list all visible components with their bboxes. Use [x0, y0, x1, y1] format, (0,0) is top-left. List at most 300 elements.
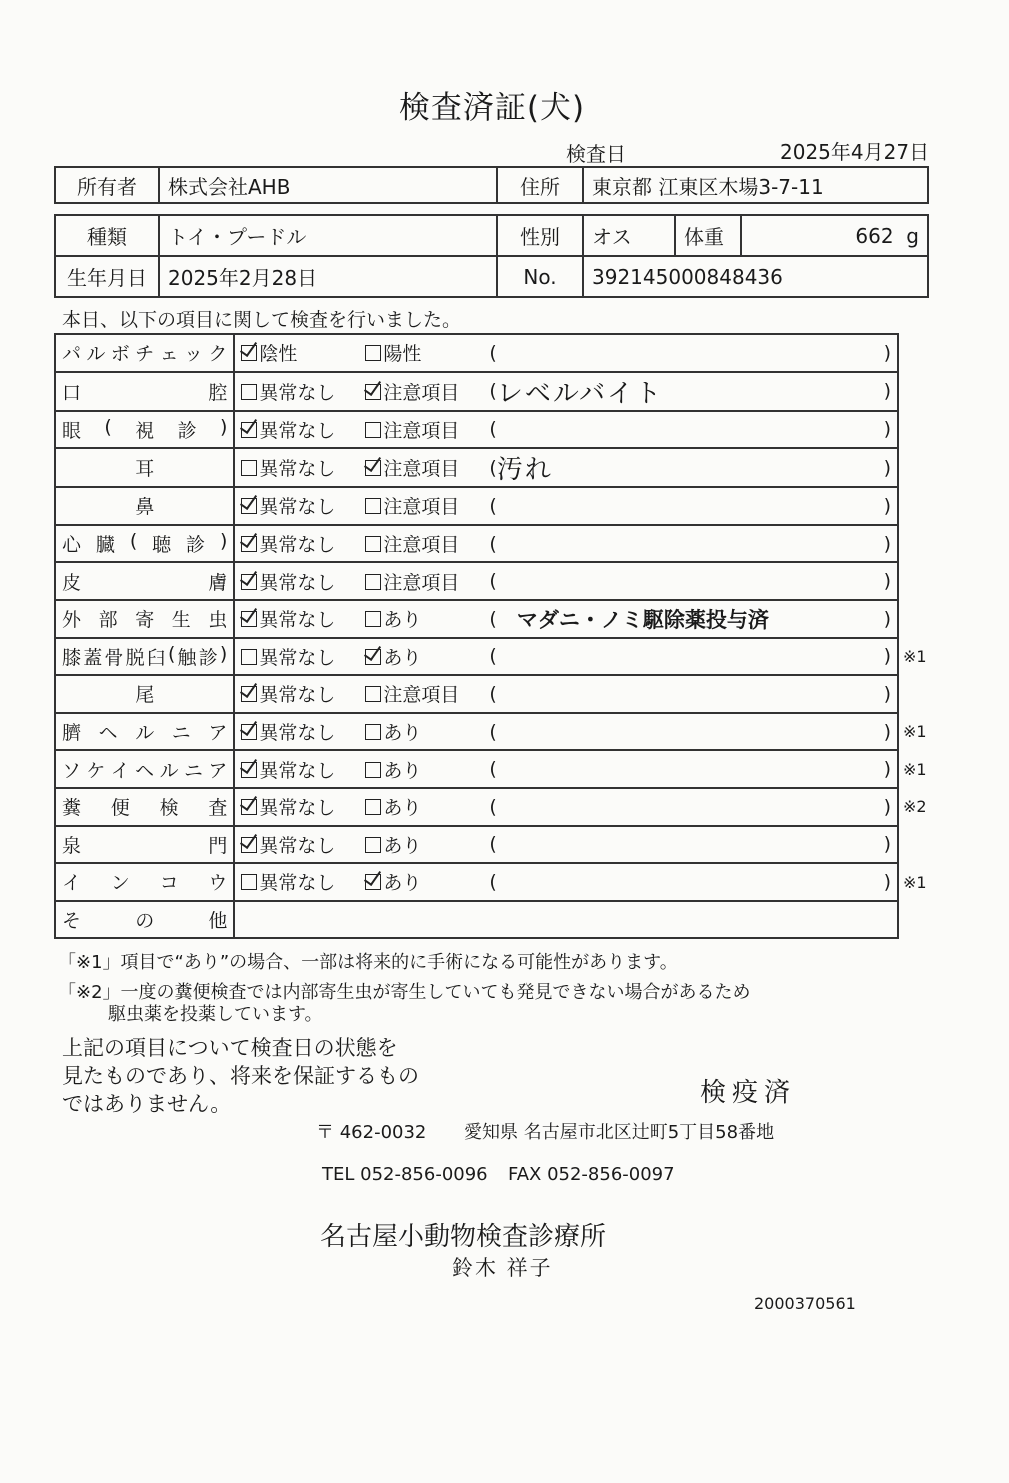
type-label: 種類	[55, 215, 159, 256]
option-label: あり	[383, 759, 422, 782]
close-paren: )	[883, 833, 891, 856]
option-finding[interactable]	[365, 492, 489, 519]
item-char: 検	[159, 797, 179, 820]
item-char: パ	[62, 343, 82, 366]
option-normal[interactable]	[241, 643, 365, 670]
option-finding[interactable]	[365, 416, 489, 443]
option-normal[interactable]	[241, 530, 365, 557]
option-label: 陽性	[383, 343, 422, 366]
option-label: 注意項目	[383, 571, 460, 594]
owner-table	[54, 166, 929, 204]
inspection-item-label	[62, 718, 227, 745]
close-paren: )	[883, 607, 891, 630]
option-normal[interactable]	[241, 793, 365, 820]
close-paren: )	[883, 494, 891, 517]
clinic-tel: TEL 052-856-0096	[322, 1164, 488, 1185]
option-finding[interactable]	[365, 831, 489, 858]
close-paren: )	[883, 418, 891, 441]
weight-label: 体重	[675, 215, 741, 256]
option-finding[interactable]	[365, 339, 489, 366]
option-label: 注意項目	[383, 684, 460, 707]
item-char: ヘ	[98, 722, 118, 745]
address-label: 住所	[497, 167, 583, 203]
item-char: 虫	[208, 609, 228, 632]
intro-text: 本日、以下の項目に関して検査を行いました。	[62, 309, 462, 331]
checked-box-icon[interactable]	[241, 536, 257, 552]
checked-box-icon[interactable]	[241, 799, 257, 815]
checked-box-icon[interactable]	[365, 649, 381, 665]
checkbox-icon[interactable]	[365, 536, 381, 552]
item-char: ソ	[62, 759, 82, 782]
item-char: ク	[208, 343, 228, 366]
inspection-item-label	[62, 793, 227, 820]
inspection-row	[55, 487, 898, 525]
option-label: 異常なし	[259, 646, 336, 669]
dob-value: 2025年2月28日	[159, 256, 497, 297]
option-label: あり	[383, 646, 422, 669]
option-normal[interactable]	[241, 339, 365, 366]
item-char: 査	[208, 797, 228, 820]
remarks-field	[489, 533, 891, 555]
footnote-1: 「※1」項目で“あり”の場合、一部は将来的に手術になる可能性があります。	[58, 952, 678, 973]
item-char: コ	[159, 872, 179, 895]
inspection-item-label	[62, 756, 227, 783]
inspection-item	[55, 334, 234, 372]
option-label: 注意項目	[383, 534, 460, 557]
option-label: 異常なし	[259, 872, 336, 895]
option-normal[interactable]	[241, 605, 365, 632]
remarks-field	[489, 604, 891, 634]
checkbox-icon[interactable]	[365, 422, 381, 438]
inspection-row	[55, 372, 898, 411]
footnote-2-line-1: 「※2」一度の糞便検査では内部寄生虫が寄生していても発見できない場合があるため	[58, 982, 751, 1003]
remarks-field	[489, 833, 891, 855]
inspection-row	[55, 713, 898, 751]
inspection-result	[234, 372, 898, 411]
item-char: 便	[110, 797, 130, 820]
inspection-item-label	[62, 416, 227, 443]
address-value: 東京都 江東区木場3-7-11	[583, 167, 928, 203]
item-char: 口	[62, 381, 82, 404]
item-char: の	[135, 910, 155, 933]
checked-box-icon[interactable]	[241, 345, 257, 361]
inspection-result	[234, 863, 898, 901]
checked-box-icon[interactable]	[241, 762, 257, 778]
option-label: 異常なし	[259, 381, 336, 404]
checkbox-icon[interactable]	[365, 724, 381, 740]
close-paren: )	[883, 870, 891, 893]
inspection-item-label	[62, 378, 227, 405]
inspection-row	[55, 863, 898, 901]
close-paren: )	[883, 758, 891, 781]
sex-value: オス	[583, 215, 675, 256]
close-paren: )	[883, 456, 891, 479]
inspection-row	[55, 600, 898, 638]
item-char: 膚	[208, 571, 228, 594]
inspection-result	[234, 411, 898, 449]
inspection-result	[234, 487, 898, 525]
option-finding[interactable]	[365, 793, 489, 820]
option-finding[interactable]	[365, 568, 489, 595]
item-char: ル	[159, 759, 179, 782]
inspection-result	[234, 750, 898, 788]
inspection-item	[55, 600, 234, 638]
inspection-row	[55, 448, 898, 487]
option-label: あり	[383, 797, 422, 820]
item-char: ヘ	[135, 759, 155, 782]
footnote-mark: ※1	[903, 759, 927, 779]
item-char: ア	[208, 722, 228, 745]
inspection-row	[55, 826, 898, 864]
item-char: ウ	[208, 872, 228, 895]
item-char: イ	[110, 759, 130, 782]
close-paren: )	[883, 380, 891, 403]
open-paren: (	[489, 645, 497, 668]
checked-box-icon[interactable]	[241, 611, 257, 627]
inspection-result	[234, 448, 898, 487]
remarks-field	[489, 342, 891, 364]
item-char: (	[129, 530, 138, 553]
inspection-row	[55, 638, 898, 676]
open-paren: (	[489, 570, 497, 593]
option-label: 異常なし	[259, 419, 336, 442]
open-paren: (	[489, 456, 497, 479]
option-normal[interactable]	[241, 492, 365, 519]
inspection-result	[234, 600, 898, 638]
inspection-row	[55, 788, 898, 826]
document-title: 検査済証(犬)	[398, 90, 586, 126]
open-paren: (	[489, 532, 497, 555]
clinic-fax: FAX 052-856-0097	[508, 1164, 675, 1185]
inspection-row	[55, 411, 898, 449]
option-label: あり	[383, 834, 422, 857]
option-finding[interactable]	[365, 756, 489, 783]
item-char: 蓋	[83, 646, 103, 669]
item-char: ニ	[183, 759, 203, 782]
item-char: 診	[198, 646, 218, 669]
remarks-field	[489, 796, 891, 818]
option-normal[interactable]	[241, 831, 365, 858]
option-label: あり	[383, 722, 422, 745]
option-label: 注意項目	[383, 419, 460, 442]
checked-box-icon[interactable]	[241, 724, 257, 740]
item-char: )	[219, 415, 228, 438]
option-finding[interactable]	[365, 530, 489, 557]
open-paren: (	[489, 607, 497, 630]
inspection-item-label	[62, 530, 227, 557]
inspection-row	[55, 334, 898, 372]
item-char: ッ	[183, 343, 203, 366]
inspection-item	[55, 675, 234, 713]
serial-number: 2000370561	[754, 1294, 856, 1313]
option-finding[interactable]	[365, 718, 489, 745]
inspection-item-label: 尾	[135, 684, 155, 707]
inspection-item	[55, 372, 234, 411]
item-char: ル	[86, 343, 106, 366]
footnote-2-line-2: 駆虫薬を投薬しています。	[108, 1004, 323, 1025]
inspection-item	[55, 713, 234, 751]
sex-label: 性別	[497, 215, 583, 256]
item-char: 眼	[62, 419, 82, 442]
animal-table	[54, 214, 929, 298]
inspection-item	[55, 826, 234, 864]
item-char: ル	[135, 722, 155, 745]
remarks-field	[489, 449, 891, 486]
checkbox-icon[interactable]	[241, 874, 257, 890]
statement-line-1: 上記の項目について検査日の状態を	[62, 1036, 398, 1060]
option-normal[interactable]	[241, 454, 365, 481]
clinic-address: 愛知県 名古屋市北区辻町5丁目58番地	[464, 1122, 775, 1143]
statement-line-3: ではありません。	[62, 1092, 232, 1116]
remarks-field	[489, 495, 891, 517]
checked-box-icon[interactable]	[365, 460, 381, 476]
item-char: 皮	[62, 571, 82, 594]
item-char: ニ	[171, 722, 191, 745]
inspection-item-label	[62, 868, 227, 895]
item-char: 膝	[62, 646, 82, 669]
open-paren: (	[489, 341, 497, 364]
checkbox-icon[interactable]	[365, 574, 381, 590]
inspection-result	[234, 638, 898, 676]
item-char: 骨	[104, 646, 124, 669]
owner-label: 所有者	[55, 167, 159, 203]
option-normal[interactable]	[241, 868, 365, 895]
inspector-name: 鈴木 祥子	[452, 1256, 553, 1280]
item-char: (	[167, 642, 176, 665]
item-char: )	[219, 642, 228, 665]
checkbox-icon[interactable]	[365, 799, 381, 815]
option-label: 注意項目	[383, 381, 460, 404]
checked-box-icon[interactable]	[241, 686, 257, 702]
option-normal[interactable]	[241, 416, 365, 443]
item-char: 腔	[208, 381, 228, 404]
no-label: No.	[497, 256, 583, 297]
inspection-item	[55, 638, 234, 676]
remarks-field	[489, 418, 891, 440]
quarantine-seal: 検疫済	[700, 1078, 797, 1108]
inspection-item	[55, 863, 234, 901]
option-finding[interactable]	[365, 643, 489, 670]
inspection-item-label	[62, 643, 227, 670]
item-char: 生	[171, 609, 191, 632]
option-label: 異常なし	[259, 722, 336, 745]
open-paren: (	[489, 833, 497, 856]
checkbox-icon[interactable]	[241, 649, 257, 665]
checked-box-icon[interactable]	[365, 874, 381, 890]
weight-value	[741, 215, 928, 256]
item-char: (	[104, 415, 112, 438]
footnote-mark: ※1	[903, 872, 927, 892]
item-char: 部	[98, 609, 118, 632]
item-char: 聴	[152, 534, 172, 557]
item-char: 門	[208, 834, 228, 857]
checked-box-icon[interactable]	[241, 837, 257, 853]
option-label: 注意項目	[383, 496, 460, 519]
option-label: 異常なし	[259, 759, 336, 782]
checkbox-icon[interactable]	[241, 460, 257, 476]
option-label: あり	[383, 609, 422, 632]
open-paren: (	[489, 720, 497, 743]
inspection-item	[55, 525, 234, 563]
inspection-item	[55, 448, 234, 487]
close-paren: )	[883, 532, 891, 555]
option-normal[interactable]	[241, 718, 365, 745]
item-char: 診	[177, 419, 197, 442]
item-char: ボ	[110, 343, 130, 366]
option-label: 異常なし	[259, 458, 336, 481]
inspection-row	[55, 675, 898, 713]
open-paren: (	[489, 494, 497, 517]
remarks-text: マダニ・ノミ駆除薬投与済	[516, 607, 769, 632]
checkbox-icon[interactable]	[365, 762, 381, 778]
remarks-field	[489, 721, 891, 743]
inspection-item-label	[62, 831, 227, 858]
item-char: 触	[177, 646, 197, 669]
option-normal[interactable]	[241, 378, 365, 405]
inspection-item-label	[62, 605, 227, 632]
close-paren: )	[883, 341, 891, 364]
inspection-table	[54, 333, 899, 939]
option-finding[interactable]	[365, 454, 489, 481]
item-char: )	[219, 530, 228, 553]
other-remarks	[234, 901, 898, 939]
checkbox-icon[interactable]	[365, 611, 381, 627]
option-label: 異常なし	[259, 834, 336, 857]
item-char: 外	[62, 609, 82, 632]
option-label: 異常なし	[259, 534, 336, 557]
remarks-field	[489, 645, 891, 667]
inspection-item-label	[62, 339, 227, 366]
exam-date-label: 検査日	[566, 142, 626, 166]
option-label: 異常なし	[259, 496, 336, 519]
inspection-item	[55, 487, 234, 525]
inspection-item-label: 耳	[135, 458, 155, 481]
inspection-row	[55, 750, 898, 788]
item-char: 脱	[125, 646, 145, 669]
checkbox-icon[interactable]	[365, 498, 381, 514]
item-char: ケ	[86, 759, 106, 782]
inspection-item	[55, 562, 234, 600]
inspection-result	[234, 525, 898, 563]
option-label: 陰性	[259, 343, 298, 366]
close-paren: )	[883, 795, 891, 818]
remarks-text: 汚れ	[496, 455, 553, 486]
item-char: 他	[208, 910, 228, 933]
item-char: 泉	[62, 834, 82, 857]
owner-value: 株式会社AHB	[159, 167, 497, 203]
option-normal[interactable]	[241, 568, 365, 595]
inspection-item	[55, 750, 234, 788]
open-paren: (	[489, 418, 497, 441]
checkbox-icon[interactable]	[365, 837, 381, 853]
item-char: 臼	[146, 646, 166, 669]
open-paren: (	[489, 682, 497, 705]
postal-code: 〒 462-0032	[316, 1122, 427, 1143]
remarks-field	[489, 570, 891, 592]
option-label: 異常なし	[259, 684, 336, 707]
inspection-result	[234, 713, 898, 751]
inspection-row-other	[55, 901, 898, 939]
option-normal[interactable]	[241, 756, 365, 783]
item-char: 臍	[62, 722, 82, 745]
checkbox-icon[interactable]	[365, 345, 381, 361]
item-char: ア	[208, 759, 228, 782]
close-paren: )	[883, 720, 891, 743]
option-label: 異常なし	[259, 571, 336, 594]
weight-unit: g	[906, 223, 919, 248]
other-label	[62, 906, 227, 933]
exam-date-value: 2025年4月27日	[780, 140, 930, 164]
close-paren: )	[883, 645, 891, 668]
option-label: 異常なし	[259, 609, 336, 632]
item-char: 心	[62, 534, 82, 557]
option-label: あり	[383, 872, 422, 895]
type-value: トイ・プードル	[159, 215, 497, 256]
option-finding[interactable]	[365, 378, 489, 405]
option-label: 異常なし	[259, 797, 336, 820]
inspection-result	[234, 334, 898, 372]
inspection-item-label	[62, 568, 227, 595]
close-paren: )	[883, 682, 891, 705]
item-char: 診	[186, 534, 206, 557]
inspection-result	[234, 788, 898, 826]
dob-label: 生年月日	[55, 256, 159, 297]
inspection-item-label: 鼻	[135, 496, 155, 519]
item-char: そ	[62, 910, 82, 933]
checked-box-icon[interactable]	[241, 498, 257, 514]
statement-line-2: 見たものであり、将来を保証するもの	[62, 1064, 419, 1088]
checkbox-icon[interactable]	[365, 686, 381, 702]
option-finding[interactable]	[365, 605, 489, 632]
no-value: 392145000848436	[583, 256, 928, 297]
inspection-item	[55, 411, 234, 449]
open-paren: (	[489, 758, 497, 781]
footnote-mark: ※2	[903, 797, 927, 817]
checked-box-icon[interactable]	[241, 574, 257, 590]
option-finding[interactable]	[365, 868, 489, 895]
option-label: 注意項目	[383, 458, 460, 481]
open-paren: (	[489, 380, 497, 403]
item-char: チ	[135, 343, 155, 366]
item-char: ン	[110, 872, 130, 895]
remarks-field	[489, 871, 891, 893]
option-normal[interactable]	[241, 680, 365, 707]
inspection-result	[234, 675, 898, 713]
inspection-row	[55, 562, 898, 600]
remarks-text: レベルバイト	[496, 378, 664, 409]
clinic-name: 名古屋小動物検査診療所	[320, 1222, 607, 1252]
item-char: 糞	[62, 797, 82, 820]
checked-box-icon[interactable]	[241, 422, 257, 438]
close-paren: )	[883, 570, 891, 593]
option-finding[interactable]	[365, 680, 489, 707]
inspection-row	[55, 525, 898, 563]
open-paren: (	[489, 870, 497, 893]
checkbox-icon[interactable]	[241, 384, 257, 400]
remarks-field	[489, 373, 891, 410]
remarks-field	[489, 683, 891, 705]
inspection-result	[234, 562, 898, 600]
item-char: 寄	[135, 609, 155, 632]
remarks-field	[489, 758, 891, 780]
footnote-mark: ※1	[903, 722, 927, 741]
inspection-item	[55, 901, 234, 939]
item-char: 臓	[95, 534, 115, 557]
item-char: ェ	[159, 343, 179, 366]
inspection-item	[55, 788, 234, 826]
weight-number: 662	[855, 223, 894, 248]
checked-box-icon[interactable]	[365, 384, 381, 400]
